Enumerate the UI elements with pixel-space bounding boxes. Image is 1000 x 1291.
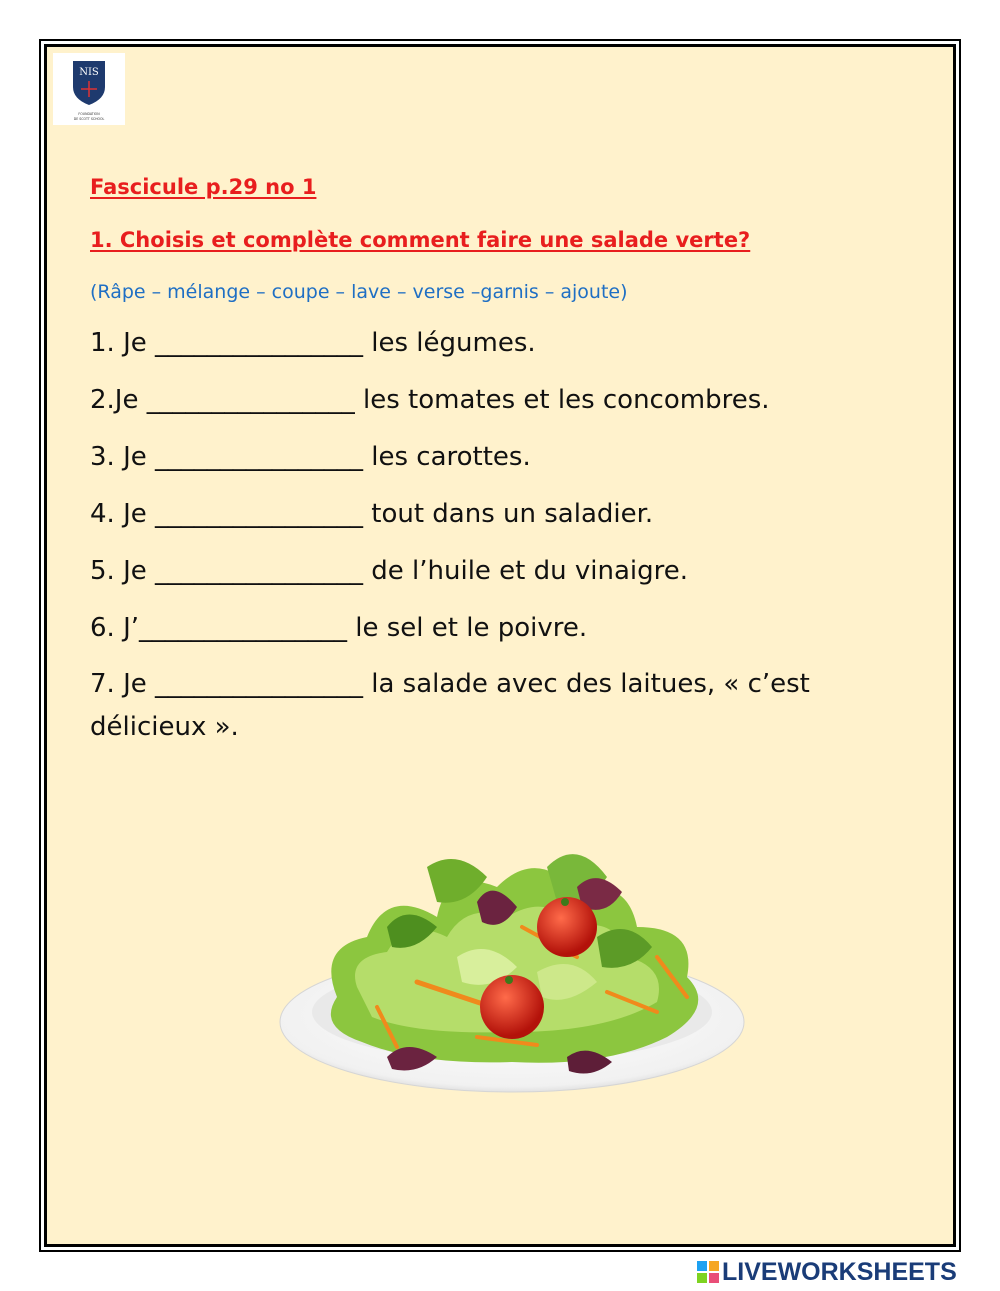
- sentence-2[interactable]: 2.Je ________________ les tomates et les concombres.: [90, 385, 770, 415]
- school-logo-icon: [53, 53, 125, 125]
- sentence-7[interactable]: 7. Je ________________ la salade avec des laitues, « c’est délicieux ».: [90, 669, 810, 742]
- svg-text:FOUNDATION: FOUNDATION: [78, 112, 100, 116]
- sentence-1[interactable]: 1. Je ________________ les légumes.: [90, 328, 536, 358]
- exercise-question: 1. Choisis et complète comment faire une salade verte?: [90, 228, 751, 252]
- salad-bowl-icon: [277, 807, 747, 1107]
- liveworksheets-brand[interactable]: [697, 1258, 957, 1286]
- sentence-4[interactable]: 4. Je ________________ tout dans un saladier.: [90, 499, 654, 529]
- liveworksheets-logo-icon: [697, 1261, 719, 1283]
- sentence-5[interactable]: 5. Je ________________ de l’huile et du vinaigre.: [90, 556, 689, 586]
- svg-text:NIS: NIS: [79, 67, 99, 78]
- salad-image: [277, 807, 747, 1107]
- word-bank: (Râpe – mélange – coupe – lave – verse –garnis – ajoute): [90, 281, 628, 303]
- sentence-6[interactable]: 6. J’________________ le sel et le poivre.: [90, 613, 588, 643]
- school-logo: [53, 53, 125, 125]
- svg-text:DE SCOTT SCHOOL: DE SCOTT SCHOOL: [73, 117, 105, 121]
- brand-text: LIVEWORKSHEETS: [722, 1257, 957, 1286]
- worksheet-frame: [39, 39, 961, 1252]
- page-heading: Fascicule p.29 no 1: [90, 175, 317, 199]
- sentence-list: [90, 325, 920, 770]
- sentence-3[interactable]: 3. Je ________________ les carottes.: [90, 442, 531, 472]
- worksheet-page: [44, 44, 956, 1247]
